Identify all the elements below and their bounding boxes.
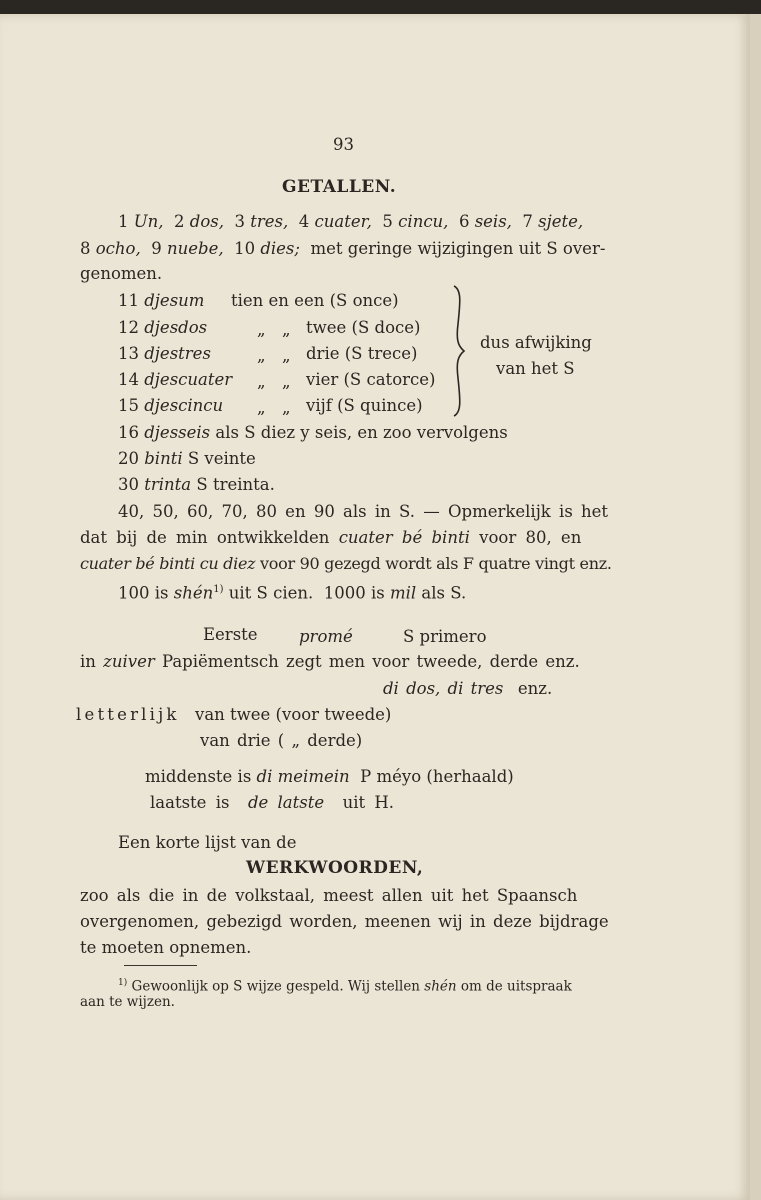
page-edge [750, 14, 761, 1200]
para-end-line-3: te moeten opnemen. [80, 938, 252, 957]
footnote-rule [124, 965, 197, 966]
number-meaning: tien en een (S once) [231, 291, 399, 310]
page-number: 93 [333, 135, 354, 154]
para40-line-2: dat bij de min ontwikkelden cuater bé binti voor 80, en [80, 528, 582, 547]
para40-line-1: 40, 50, 60, 70, 80 en 90 als in S. — Opmerkelijk is het [118, 502, 609, 521]
number-row: 12 djesdos [118, 318, 208, 337]
ditto-mark: „ [257, 346, 266, 365]
para-end-line-2: overgenomen, gebezigd worden, meenen wij in deze bijdrage [80, 912, 609, 931]
brace-note-line-1: dus afwijking [480, 333, 592, 352]
number-row-16: 16 djesseis als S diez y seis, en zoo vervolgens [118, 423, 508, 442]
brace-note-line-2: van het S [496, 359, 575, 378]
number-row-20: 20 binti S veinte [118, 449, 256, 468]
number-row-30: 30 trinta S treinta. [118, 475, 275, 494]
laatste-line: laatste is de latste uit H. [150, 793, 395, 812]
ditto-mark: „ [282, 372, 291, 391]
ditto-mark: „ [257, 372, 266, 391]
footnote-line-2: aan te wijzen. [80, 994, 175, 1010]
zuiver-line: in zuiver Papiëmentsch zegt men voor tweede, derde enz. [80, 652, 580, 671]
heading-getallen: GETALLEN. [282, 177, 397, 197]
heading-werkwoorden: WERKWOORDEN, [246, 858, 424, 878]
line-100: 100 is shén$^{1)}$ uit S cien. 1000 is mil als S. [118, 583, 467, 603]
number-meaning: vijf (S quince) [306, 396, 423, 415]
number-meaning: drie (S trece) [306, 344, 418, 363]
para-end-line-1: zoo als die in de volkstaal, meest allen uit het Spaansch [80, 886, 578, 905]
number-row: 11 djesum [118, 291, 205, 310]
number-row: 15 djescincu [118, 396, 224, 415]
lijst-intro: Een korte lijst van de [118, 833, 297, 852]
eerste: Eerste [203, 625, 258, 644]
ditto-mark: „ [257, 398, 266, 417]
s-primero: S primero [403, 627, 487, 646]
ditto-mark: „ [282, 346, 291, 365]
ditto-mark: „ [257, 320, 266, 339]
para40-line-3: cuater bé binti cu diez voor 90 gezegd wordt als F quatre vingt enz. [80, 554, 612, 573]
footnote-line-1: $^{1)}$ Gewoonlijk op S wijze gespeld. Wij stellen shén om de uitspraak [118, 978, 572, 995]
letterlijk: letterlijk [76, 705, 180, 724]
intro-line-2: 8 ocho, 9 nuebe, 10 dies; met geringe wijzigingen uit S over- [80, 239, 606, 258]
number-meaning: twee (S doce) [306, 318, 421, 337]
number-row: 13 djestres [118, 344, 211, 363]
middenste-line: middenste is di meimein P méyo (herhaald) [145, 767, 514, 786]
di-dos-line: di dos, di tres enz. [383, 679, 553, 698]
van-twee: van twee (voor tweede) [195, 705, 392, 724]
number-meaning: vier (S catorce) [306, 370, 436, 389]
intro-line-1: 1 Un, 2 dos, 3 tres, 4 cuater, 5 cincu, 6 seis, 7 sjete, [118, 212, 584, 231]
number-row: 14 djescuater [118, 370, 233, 389]
ditto-mark: „ [282, 320, 291, 339]
curly-brace [440, 284, 470, 418]
ditto-mark: „ [282, 398, 291, 417]
van-drie: van drie ( „ derde) [200, 731, 363, 750]
intro-line-3: genomen. [80, 264, 163, 283]
prome: promé [299, 627, 353, 646]
